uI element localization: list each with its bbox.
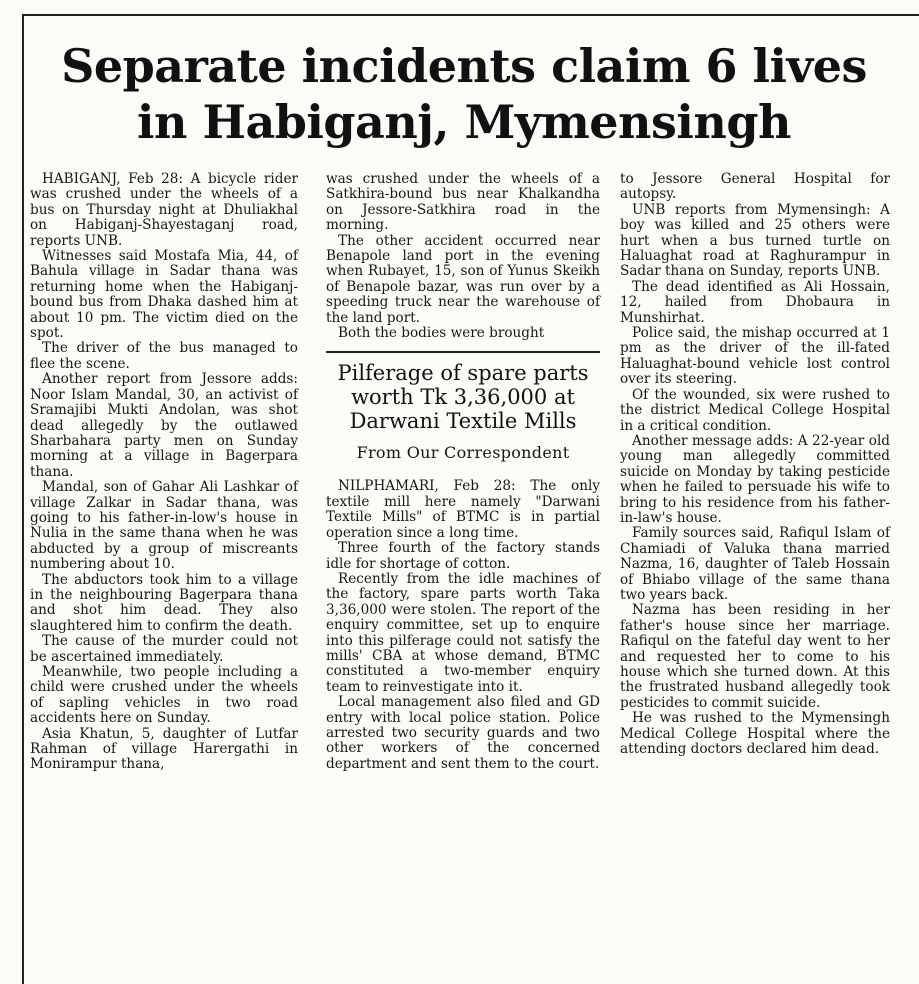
column-2 (326, 172, 600, 772)
story1-paragraph: Another report from Jessore adds: Noor Islam Mandal, 30, an activist of Sramajibi Mukti Andolan, was shot dead allegedly by the outlawed Sharbahara party men on Sunday morning at a village in Bagerpara thana. (30, 371, 298, 480)
story1-paragraph: Witnesses said Mostafa Mia, 44, of Bahula village in Sadar thana was returning home when the Habiganj-bound bus from Dhaka dashed him at about 10 pm. The victim died on the spot. (30, 248, 298, 342)
story1-paragraph: UNB reports from Mymensingh: A boy was killed and 25 others were hurt when a bus turned turtle on Haluaghat road at Raghurampur in Sadar thana on Sunday, reports UNB. (620, 201, 890, 280)
story1-paragraph: Mandal, son of Gahar Ali Lashkar of village Zalkar in Sadar thana, was going to his father-in-low's house in Nulia in the same thana when he was abducted by a group of miscreants numbering about 10. (30, 479, 298, 573)
story1-paragraph: Another message adds: A 22-year old young man allegedly committed suicide on Monday by taking pesticide when he failed to persuade his wife to bring to his residence from his father-in-law's house. (620, 432, 890, 526)
headline-line-1: Separate incidents claim 6 lives (61, 39, 867, 93)
story1-paragraph: Asia Khatun, 5, daughter of Lutfar Rahman of village Harergathi in Monirampur thana, (30, 725, 298, 773)
story1-paragraph: Meanwhile, two people including a child were crushed under the wheels of sapling vehicles in two road accidents here on Sunday. (30, 664, 298, 727)
column-3 (620, 172, 890, 757)
story2-byline: From Our Correspondent (356, 443, 570, 463)
story-divider (326, 351, 600, 353)
story1-paragraph: The driver of the bus managed to flee the scene. (30, 340, 298, 372)
story2-headline: Pilferage of spare parts worth Tk 3,36,000 at Darwani Textile Mills (337, 361, 589, 434)
story1-paragraph: He was rushed to the Mymensingh Medical College Hospital where the attending doctors declared him dead. (620, 710, 890, 758)
story1-paragraph: The other accident occurred near Benapole land port in the evening when Rubayet, 15, son of Yunus Skeikh of Benapole bazar, was run over by a speeding truck near the warehouse of the land port. (326, 232, 600, 326)
story1-paragraph: Family sources said, Rafiqul Islam of Chamiadi of Valuka thana married Nazma, 16, daughter of Taleb Hossain of Bhiabo village of the same thana two years back. (620, 525, 890, 603)
story1-continuation: was crushed under the wheels of a Satkhira-bound bus near Khalkandha on Jessore-Satkhira road in the morning. (326, 171, 600, 234)
story2-paragraph: Local management also filed and GD entry with local police station. Police arrested two security guards and two other workers of the concerned department and sent them to the court. (326, 694, 600, 772)
story1-paragraph: The dead identified as Ali Hossain, 12, hailed from Dhobaura in Munshirhat. (620, 278, 890, 326)
column-1 (30, 172, 298, 773)
story1-paragraph: Of the wounded, six were rushed to the district Medical College Hospital in a critical condition. (620, 386, 890, 434)
story1-paragraph: Nazma has been residing in her father's house since her marriage. Rafiqul on the fateful day went to her and requested her to come to his house which she turned down. At this the frustrated husband allegedly took pesticides to commit suicide. (620, 602, 890, 711)
story1-paragraph: HABIGANJ, Feb 28: A bicycle rider was crushed under the wheels of a bus on Thursday night at Dhuliakhal on Habiganj-Shayestaganj road, reports UNB. (30, 171, 298, 249)
story2-paragraph: Recently from the idle machines of the factory, spare parts worth Taka 3,36,000 were stolen. The report of the enquiry committee, set up to enquire into this pilferage could not satisfy the mills' CBA at whose demand, BTMC constituted a two-member enquiry team to reinvestigate into it. (326, 570, 600, 695)
story1-continuation: to Jessore General Hospital for autopsy. (620, 171, 890, 203)
story2-paragraph: Three fourth of the factory stands idle for shortage of cotton. (326, 540, 600, 572)
story1-paragraph: Police said, the mishap occurred at 1 pm as the driver of the ill-fated Haluaghat-bound vehicle lost control over its steering. (620, 325, 890, 388)
story1-paragraph: Both the bodies were brought (338, 325, 545, 342)
story1-paragraph: The abductors took him to a village in the neighbouring Bagerpara thana and shot him dead. They also slaughtered him to confirm the death. (30, 571, 298, 634)
headline-line-2: in Habiganj, Mymensingh (137, 95, 791, 149)
story2-paragraph: NILPHAMARI, Feb 28: The only textile mill here namely "Darwani Textile Mills" of BTMC is in partial operation since a long time. (326, 478, 600, 541)
main-headline (24, 38, 904, 150)
story1-paragraph: The cause of the murder could not be ascertained immediately. (30, 633, 298, 665)
